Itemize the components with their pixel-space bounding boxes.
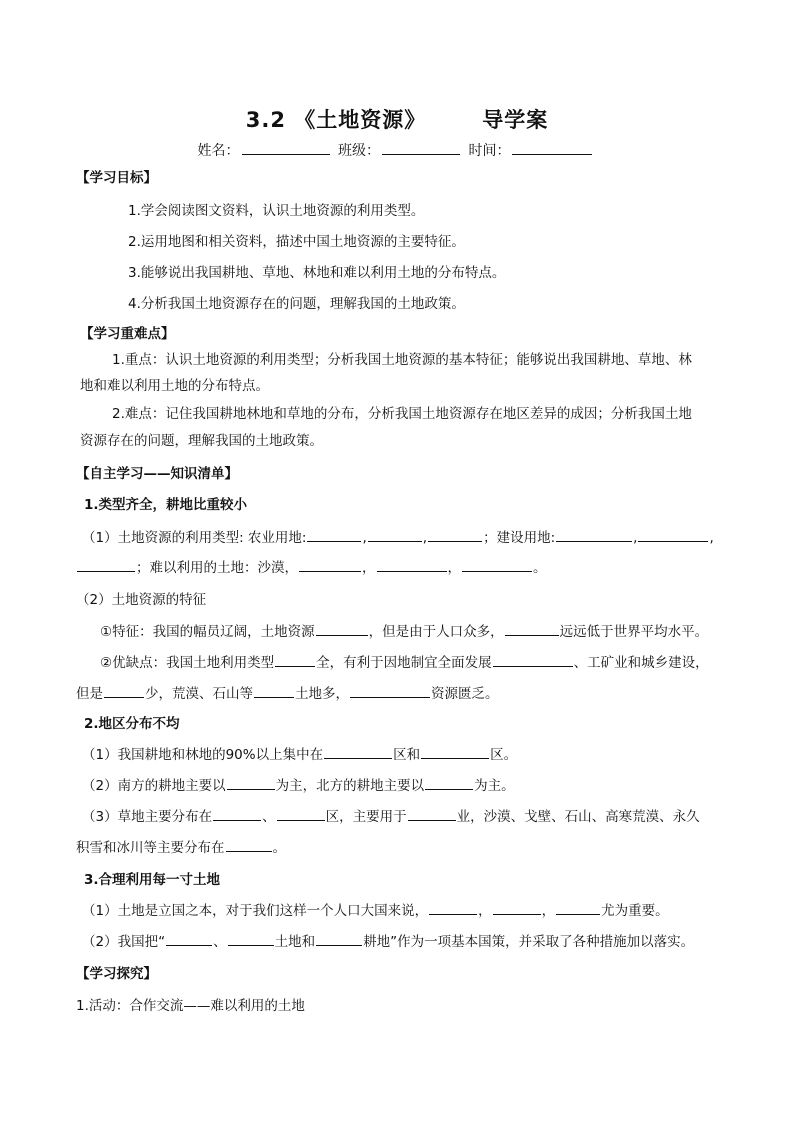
answer-blank[interactable]: [556, 902, 600, 915]
answer-blank[interactable]: [462, 559, 532, 572]
answer-blank[interactable]: [166, 933, 212, 946]
answer-blank[interactable]: [493, 654, 573, 667]
answer-blank[interactable]: [226, 839, 272, 852]
answer-blank[interactable]: [104, 685, 144, 698]
goal-item: 2.运用地图和相关资料，描述中国土地资源的主要特征。: [128, 234, 465, 250]
answer-blank[interactable]: [428, 529, 482, 542]
section-keypoints-heading: 【学习重难点】: [80, 326, 175, 342]
answer-blank[interactable]: [254, 685, 294, 698]
answer-blank[interactable]: [299, 559, 361, 572]
answer-blank[interactable]: [316, 933, 362, 946]
answer-blank[interactable]: [638, 529, 708, 542]
section-goals-heading: 【学习目标】: [76, 170, 157, 186]
answer-blank[interactable]: [228, 933, 274, 946]
topic-2-heading: 2.地区分布不均: [84, 716, 180, 732]
answer-blank[interactable]: [275, 654, 315, 667]
answer-blank[interactable]: [324, 746, 392, 759]
section-selfstudy-heading: 【自主学习——知识清单】: [76, 466, 238, 482]
answer-blank[interactable]: [316, 623, 368, 636]
answer-blank[interactable]: [227, 777, 275, 790]
fill-line: （1）我国耕地和林地的90%以上集中在 区和 区。: [82, 747, 518, 763]
title-main: 3.2 《土地资源》: [245, 108, 427, 132]
answer-blank[interactable]: [350, 685, 430, 698]
goal-item: 3.能够说出我国耕地、草地、林地和难以利用土地的分布特点。: [128, 265, 506, 281]
answer-blank[interactable]: [505, 623, 559, 636]
answer-blank[interactable]: [556, 529, 632, 542]
fill-line: ；难以利用的土地：沙漠， ， ， 。: [76, 556, 547, 576]
keypoint-line: 1.重点：认识土地资源的利用类型；分析我国土地资源的基本特征；能够说出我国耕地、草地、林: [112, 352, 692, 368]
subquestion-label: （2）土地资源的特征: [76, 592, 207, 608]
fill-line: （2）南方的耕地主要以 为主，北方的耕地主要以 为主。: [82, 778, 515, 794]
answer-blank[interactable]: [277, 808, 325, 821]
topic-3-heading: 3.合理利用每一寸土地: [84, 872, 221, 888]
answer-blank[interactable]: [408, 808, 456, 821]
fill-line: 但是 少，荒漠、石山等 土地多， 资源匮乏。: [76, 686, 499, 702]
fill-line: （1）土地资源的利用类型: 农业用地: , , ；建设用地: , ,: [82, 530, 714, 546]
name-blank[interactable]: [242, 140, 330, 155]
fill-line: ②优缺点：我国土地利用类型 全，有利于因地制宜全面发展 、工矿业和城乡建设，: [100, 655, 709, 671]
keypoint-line: 地和难以利用土地的分布特点。: [80, 378, 269, 394]
answer-blank[interactable]: [493, 902, 541, 915]
fill-line: ①特征：我国的幅员辽阔，土地资源 ，但是由于人口众多， 远远低于世界平均水平。: [100, 624, 709, 640]
answer-blank[interactable]: [377, 559, 447, 572]
goal-item: 4.分析我国土地资源存在的问题，理解我国的土地政策。: [128, 296, 465, 312]
fill-line: （1）土地是立国之本，对于我们这样一个人口大国来说， ， ， 尤为重要。: [82, 903, 669, 919]
answer-blank[interactable]: [368, 529, 422, 542]
page-title: [0, 104, 794, 134]
answer-blank[interactable]: [425, 777, 473, 790]
fill-line: （3）草地主要分布在 、 区，主要用于 业，沙漠、戈壁、石山、高寒荒漠、永久: [82, 809, 700, 825]
answer-blank[interactable]: [307, 529, 361, 542]
class-label: 班级：: [338, 143, 380, 159]
keypoint-line: 2.难点：记住我国耕地林地和草地的分布，分析我国土地资源存在地区差异的成因；分析我国土地: [112, 406, 692, 422]
time-label: 时间：: [468, 143, 511, 159]
answer-blank[interactable]: [421, 746, 489, 759]
name-label: 姓名：: [197, 143, 240, 159]
fill-line: 积雪和冰川等主要分布在 。: [76, 840, 286, 856]
class-blank[interactable]: [382, 140, 460, 155]
answer-blank[interactable]: [77, 559, 135, 572]
time-blank[interactable]: [512, 140, 592, 155]
keypoint-line: 资源存在的问题，理解我国的土地政策。: [80, 433, 323, 449]
student-info-line: [0, 140, 794, 160]
fill-line: （2）我国把“ 、 土地和 耕地”作为一项基本国策，并采取了各种措施加以落实。: [82, 934, 695, 950]
answer-blank[interactable]: [429, 902, 477, 915]
section-explore-heading: 【学习探究】: [76, 966, 157, 982]
topic-1-heading: 1.类型齐全，耕地比重较小: [84, 497, 248, 513]
goal-item: 1.学会阅读图文资料，认识土地资源的利用类型。: [128, 203, 425, 219]
answer-blank[interactable]: [213, 808, 261, 821]
activity-line: 1.活动：合作交流——难以利用的土地: [76, 998, 305, 1014]
title-sub: 导学案: [482, 108, 549, 132]
